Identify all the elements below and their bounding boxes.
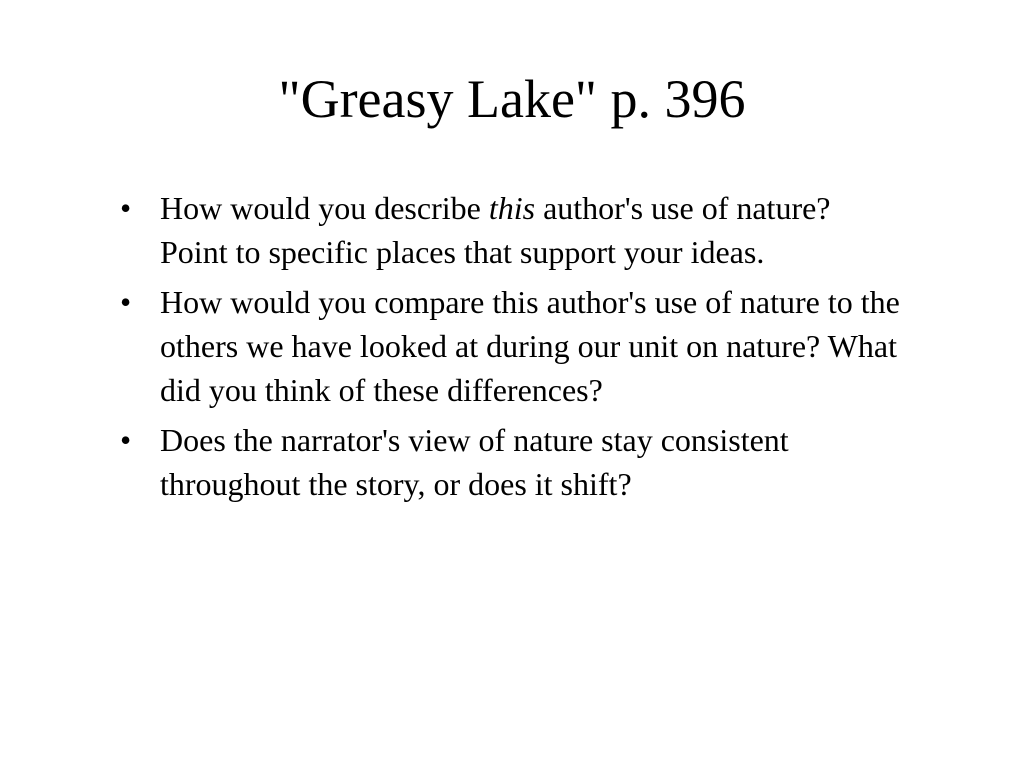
bullet-text-1-end: author's use of nature? Point to specific places that support your ideas. [160, 190, 831, 270]
bullet-text-3: Does the narrator's view of nature stay consistent throughout the story, or does it shift? [160, 422, 789, 502]
bullet-marker: • [120, 284, 132, 320]
bullet-marker: • [120, 190, 132, 226]
bullet-item-3 [120, 418, 900, 506]
bullet-text-1-emphasis: this [488, 190, 536, 226]
bullet-text-2: How would you compare this author's use of nature to the others we have looked at during our unit on nature? What did you think of these differences? [160, 284, 900, 408]
bullet-text-1 [160, 190, 831, 270]
bullet-item-1 [120, 186, 900, 274]
bullet-marker: • [120, 422, 132, 458]
bullet-item-2 [120, 280, 900, 412]
bullet-text-1-start: How would you describe [160, 190, 489, 226]
bullet-list [120, 186, 900, 512]
slide-title: "Greasy Lake" p. 396 [278, 69, 746, 129]
